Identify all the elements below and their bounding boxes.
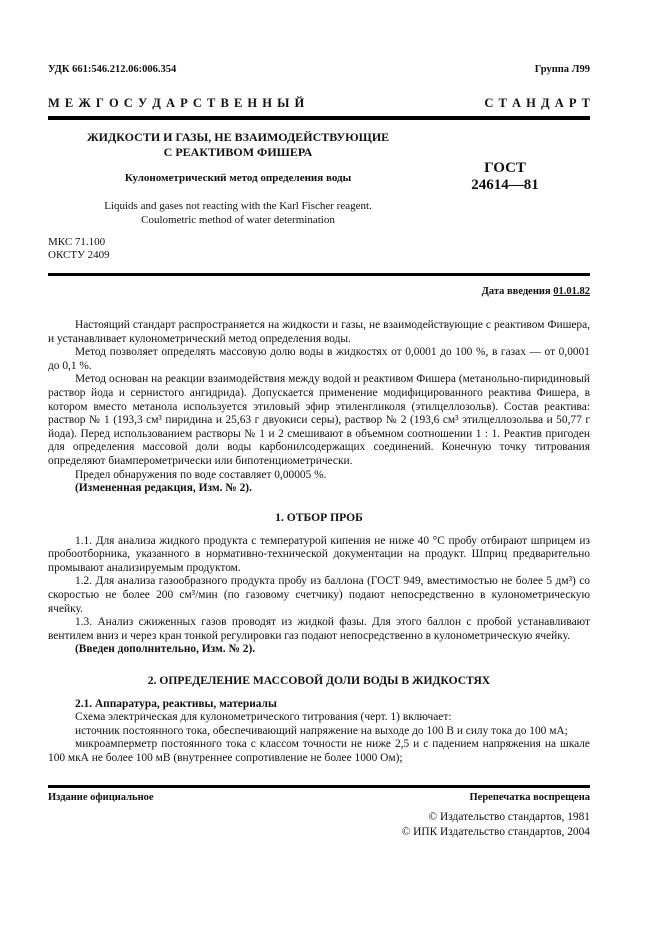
banner-interstate: М Е Ж Г О С У Д А Р С Т В Е Н Н Ы Й: [48, 96, 305, 110]
subsection-heading: 2.1. Аппаратура, реактивы, материалы: [75, 697, 277, 710]
effective-date-label: Дата введения: [481, 286, 551, 297]
copyright-2004: © ИПК Издательство стандартов, 2004: [401, 826, 590, 838]
classification-codes: [48, 236, 110, 262]
gost-designation: [450, 160, 560, 194]
english-title-line-1: Liquids and gases not reacting with the Karl Fischer reagent.: [104, 200, 372, 212]
title-line-2: С РЕАКТИВОМ ФИШЕРА: [163, 145, 313, 159]
document-title: [48, 130, 428, 160]
gost-number: 24614—81: [471, 177, 539, 193]
english-title: [48, 199, 428, 227]
copyright-block: [402, 810, 590, 840]
section-paragraph: микроамперметр постоянного тока с классом точности не ниже 2,5 и с падением напряжения на шкале 100 мкА не более 100 мВ (внутреннее сопротивление не более 1000 Ом);: [48, 738, 590, 764]
intro-paragraph: Настоящий стандарт распространяется на жидкости и газы, не взаимодействующие с реактивом Фишера, и устанавливает кулонометрический метод определения воды.: [48, 319, 590, 345]
copyright-1981: © Издательство стандартов, 1981: [428, 811, 590, 823]
document-subtitle: Кулонометрический метод определения воды: [124, 172, 352, 184]
english-title-line-2: Coulometric method of water determination: [141, 214, 335, 226]
section-2: [48, 674, 590, 766]
reprint-prohibited: Перепечатка воспрещена: [469, 792, 590, 803]
section-2-heading: 2. ОПРЕДЕЛЕНИЕ МАССОВОЙ ДОЛИ ВОДЫ В ЖИДКОСТЯХ: [147, 674, 491, 687]
section-1: [48, 511, 590, 657]
intro-paragraph: Метод основан на реакции взаимодействия между водой и реактивом Фишера (метанольно-пиридиновый раствор йода и сернистого ангидрида). Допускается применение модифицированного реактива Фишера, в котором вместо метанола используется этиловый эфир этиленгликоля (этилцеллозольв). Состав реактива: раствор № 1 (193,3 см³ пиридина и 25,63 г двуокиси серы), раствор № 2 (193,6 см³ этилцеллозольва и 50,77 г йода). Перед использованием растворы № 1 и 2 смешивают в объемном соотношении 1 : 1. Реактив пригоден для определения массовой доли воды карбонилсодержащих соединений. Конечную точку титрования определяют биамперометрически или бипотенциометрически.: [48, 373, 590, 467]
title-line-1: ЖИДКОСТИ И ГАЗЫ, НЕ ВЗАИМОДЕЙСТВУЮЩИЕ: [86, 130, 390, 144]
mks-code: МКС 71.100: [48, 236, 106, 248]
section-paragraph: источник постоянного тока, обеспечивающий напряжение на выходе до 100 В и силу тока до 100 мА;: [75, 724, 568, 737]
oksty-code: ОКСТУ 2409: [48, 249, 110, 261]
intro-paragraph: Метод позволяет определять массовую долю воды в жидкостях от 0,0001 до 100 %, в газах — от 0,0001 до 0,1 %.: [48, 346, 590, 372]
introduction: [48, 319, 590, 496]
official-edition: Издание официальное: [48, 792, 154, 803]
banner-standard: С Т А Н Д А Р Т: [484, 96, 590, 110]
section-paragraph: 1.2. Для анализа газообразного продукта пробу из баллона (ГОСТ 949, вместимостью не более 5 дм³) со скоростью не более 200 см³/мин (по газовому счетчику) подают непосредственно в кулонометрическую ячейку.: [48, 575, 590, 615]
header-rule: [48, 116, 590, 120]
udk-code: УДК 661:546.212.06:006.354: [48, 64, 177, 75]
amendment-note: (Введен дополнительно, Изм. № 2).: [75, 643, 256, 656]
effective-date-value: 01.01.82: [553, 286, 590, 297]
amendment-note: (Измененная редакция, Изм. № 2).: [75, 482, 252, 495]
section-paragraph: 1.3. Анализ сжиженных газов проводят из жидкой фазы. Для этого баллон с пробой устанавливают вентилем вниз и через кран тонкой регулировки газ подают непосредственно в кулонометрическую ячейку.: [48, 616, 590, 642]
section-paragraph: 1.1. Для анализа жидкого продукта с температурой кипения не ниже 40 °С пробу отбирают шприцем из пробоотборника, указанного в нормативно-технической документации на продукт. Шприц предварительно промывают анализируемым продуктом.: [48, 534, 590, 574]
intro-paragraph: Предел обнаружения по воде составляет 0,00005 %.: [75, 468, 327, 481]
footer-rule: [48, 785, 590, 788]
section-paragraph: Схема электрическая для кулонометрического титрования (черт. 1) включает:: [75, 711, 452, 724]
effective-date: [482, 286, 590, 297]
title-rule: [48, 273, 590, 276]
group-code: Группа Л99: [534, 64, 590, 75]
section-1-heading: 1. ОТБОР ПРОБ: [275, 511, 363, 524]
gost-label: ГОСТ: [484, 160, 526, 176]
